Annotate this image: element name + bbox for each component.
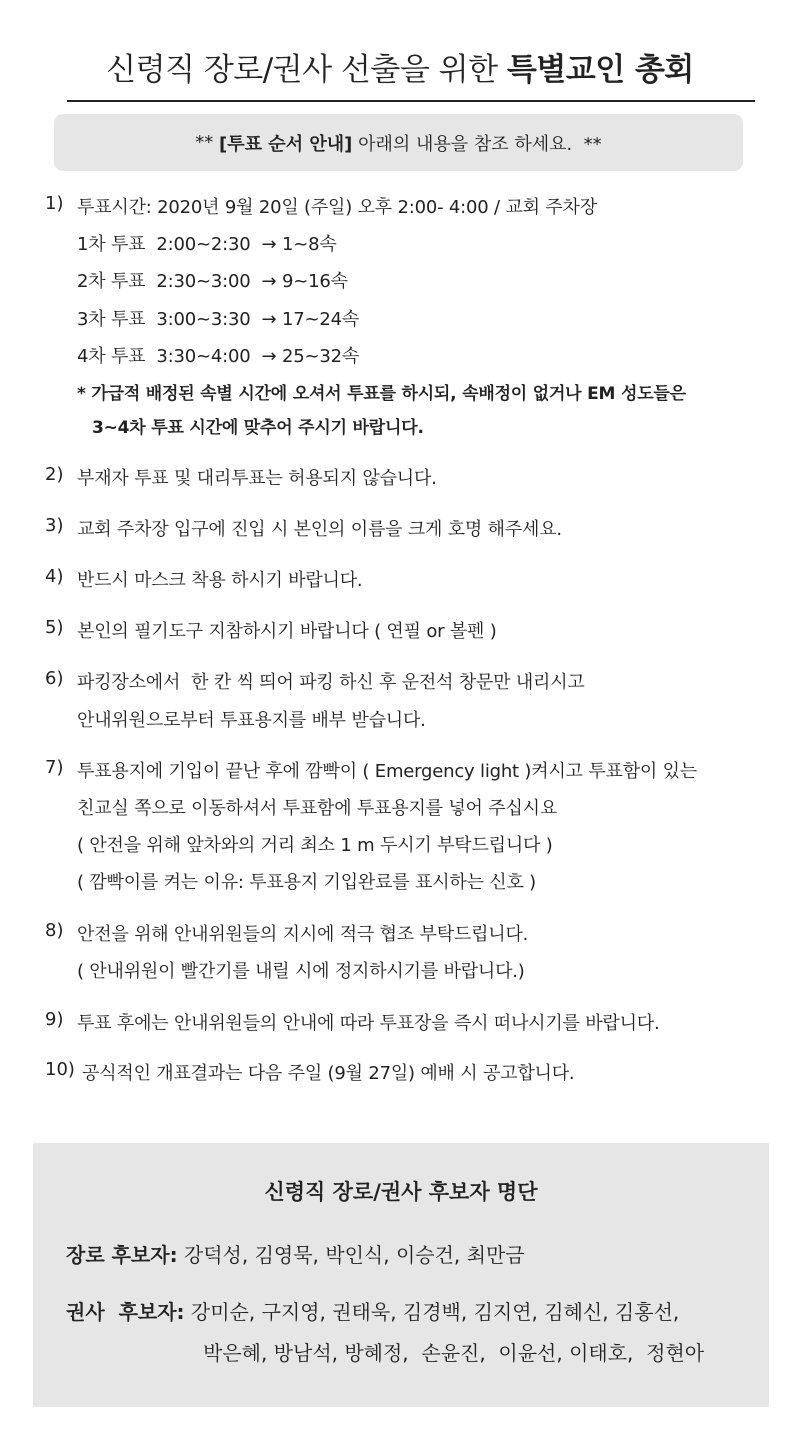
item-text: 투표 후에는 안내위원들의 안내에 따라 투표장을 즉시 떠나시기를 바랍니다.: [77, 1013, 660, 1034]
schedule-line: 1차 투표 2:00~2:30 → 1~8속: [77, 234, 337, 255]
item-number: 4): [45, 566, 64, 587]
elder-candidates: [66, 1239, 525, 1268]
page-title: 신령직 장로/권사 선출을 위한 특별교인 총회: [106, 52, 694, 88]
item-text: 공식적인 개표결과는 다음 주일 (9월 27일) 예배 시 공고합니다.: [82, 1063, 575, 1084]
deaconess-names-cont: 박은혜, 방남석, 방혜정, 손윤진, 이윤선, 이태호, 정현아: [203, 1341, 705, 1365]
item-text: 친교실 쪽으로 이동하셔서 투표함에 투표용지를 넣어 주십시요: [77, 798, 558, 819]
voting-order-notice: ** [투표 순서 안내] 아래의 내용을 참조 하세요. **: [54, 114, 743, 171]
item-text: 투표용지에 기입이 끝난 후에 깜빡이 ( Emergency light )켜시고 투표함이 있는: [77, 761, 697, 782]
candidate-list-title: 신령직 장로/권사 후보자 명단: [264, 1180, 538, 1204]
item-text: 본인의 필기도구 지참하시기 바랍니다 ( 연필 or 볼펜 ): [77, 621, 497, 642]
item-number: 7): [45, 757, 64, 778]
item-number: 9): [45, 1009, 64, 1030]
deaconess-label: 권사 후보자:: [66, 1300, 185, 1324]
schedule-note: * 가급적 배정된 속별 시간에 오셔서 투표를 하시되, 속배정이 없거나 EM 성도들은: [77, 384, 686, 404]
schedule-note: 3~4차 투표 시간에 맞추어 주시기 바랍니다.: [92, 418, 424, 438]
item-text: 교회 주차장 입구에 진입 시 본인의 이름을 크게 호명 해주세요.: [77, 519, 562, 540]
schedule-line: 4차 투표 3:30~4:00 → 25~32속: [77, 346, 360, 367]
item-text: ( 안내위원이 빨간기를 내릴 시에 정지하시기를 바랍니다.): [77, 961, 525, 982]
item-number: 6): [45, 668, 64, 689]
item-text: 부재자 투표 및 대리투표는 허용되지 않습니다.: [77, 468, 437, 489]
schedule-line: 2차 투표 2:30~3:00 → 9~16속: [77, 271, 348, 292]
deaconess-names: 강미순, 구지영, 권태욱, 김경백, 김지연, 김혜신, 김홍선,: [184, 1300, 680, 1324]
item-text: ( 깜빡이를 켜는 이유: 투표용지 기입완료를 표시하는 신호 ): [77, 872, 537, 893]
elder-label: 장로 후보자:: [66, 1243, 178, 1267]
title-divider: [67, 100, 755, 102]
item-text: 안내위원으로부터 투표용지를 배부 받습니다.: [77, 710, 426, 731]
item-number: 5): [45, 617, 64, 638]
item-number: 8): [45, 920, 64, 941]
item-number: 1): [45, 193, 64, 214]
item-text: 반드시 마스크 착용 하시기 바랍니다.: [77, 570, 363, 591]
item-text: 파킹장소에서 한 칸 씩 띄어 파킹 하신 후 운전석 창문만 내리시고: [77, 672, 585, 693]
candidate-list-box: [33, 1143, 769, 1407]
item-text: 투표시간: 2020년 9월 20일 (주일) 오후 2:00- 4:00 / 교회 주차장: [77, 197, 597, 218]
item-text: ( 안전을 위해 앞차와의 거리 최소 1 m 두시기 부탁드립니다 ): [77, 835, 553, 856]
schedule-line: 3차 투표 3:00~3:30 → 17~24속: [77, 309, 360, 330]
item-text: 안전을 위해 안내위원들의 지시에 적극 협조 부탁드립니다.: [77, 924, 529, 945]
elder-names: 강덕성, 김영묵, 박인식, 이승건, 최만금: [177, 1243, 525, 1267]
item-number: 3): [45, 515, 64, 536]
item-number: 10): [45, 1059, 75, 1080]
item-number: 2): [45, 464, 64, 485]
deaconess-candidates: [66, 1296, 679, 1325]
